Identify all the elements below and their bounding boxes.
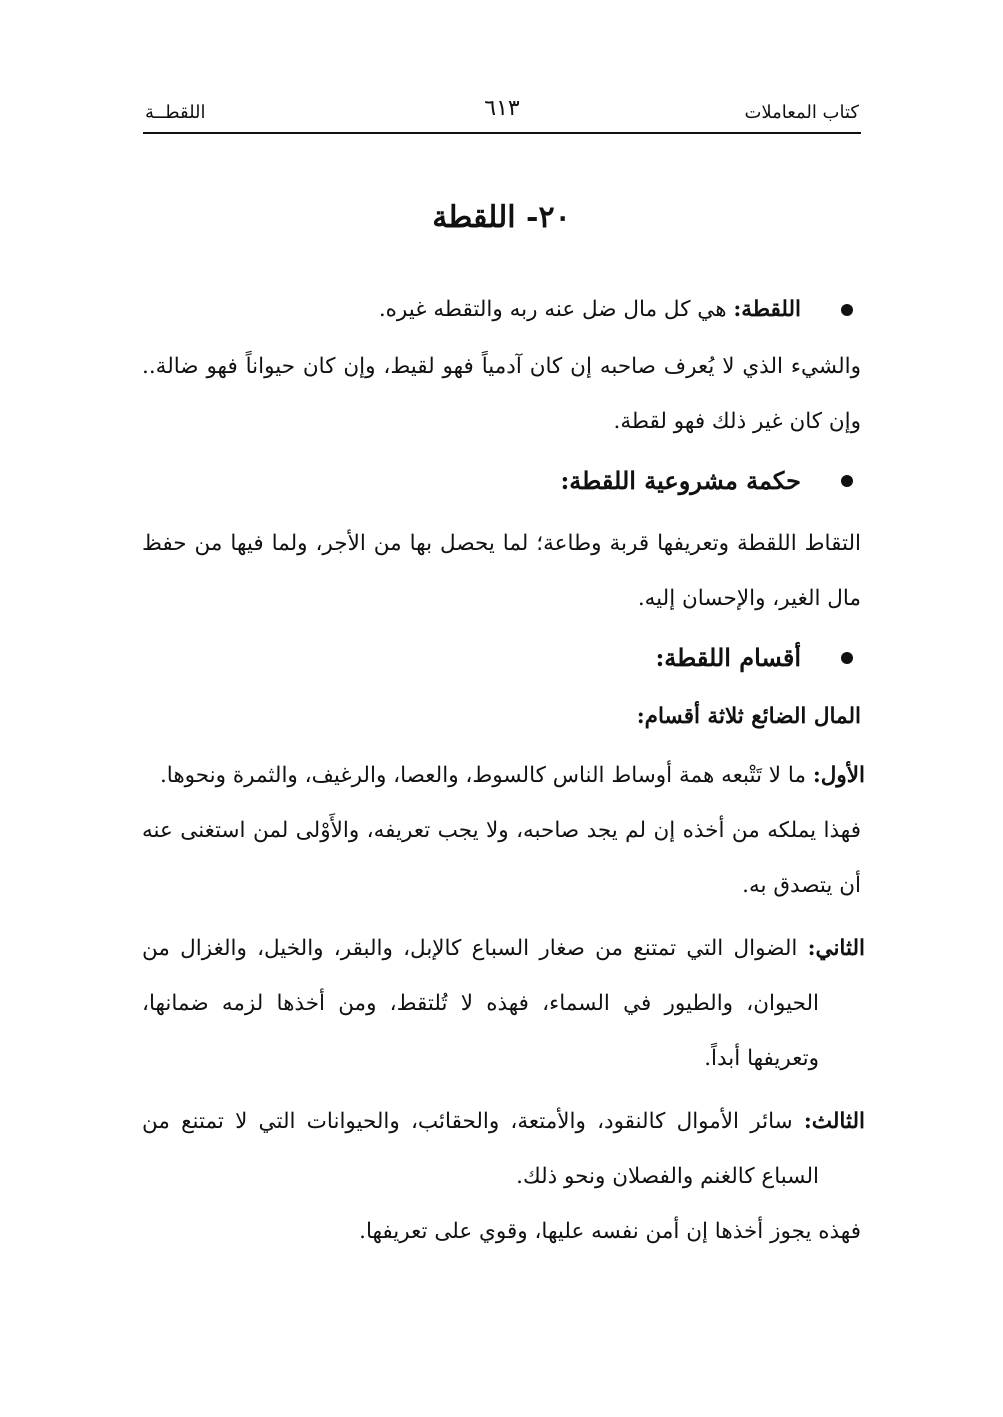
wisdom-heading (142, 453, 861, 508)
division-first-text: ما لا تَتْبعه همة أوساط الناس كالسوط، والعصا، والرغيف، والثمرة ونحوها. (159, 763, 813, 788)
bullet-icon (841, 475, 853, 487)
division-second-text: الضوال التي تمتنع من صغار السباع كالإبل، والبقر، والخيل، والغزال من الحيوان، والطيور في السماء، فهذه لا تُلتقط، ومن أخذها لزمه ضمانها، وتعريفها أبداً. (142, 936, 819, 1071)
division-first-label: الأول: (812, 763, 865, 788)
page-number: ٦١٣ (484, 96, 520, 121)
definition-term: اللقطة: (733, 297, 801, 322)
division-second (142, 921, 865, 1086)
division-third-ruling: فهذه يجوز أخذها إن أمن نفسه عليها، وقوي على تعريفها. (359, 1219, 861, 1244)
division-second-label: الثاني: (807, 936, 865, 961)
divisions-heading-text: أقسام اللقطة: (655, 643, 801, 672)
bullet-icon (841, 304, 853, 316)
division-third-text: سائر الأموال كالنقود، والأمتعة، والحقائب، والحيوانات التي لا تمتنع من السباع كالغنم والفصلان ونحو ذلك. (142, 1109, 819, 1189)
divisions-intro: المال الضائع ثلاثة أقسام: (636, 704, 861, 729)
page-body (142, 282, 865, 1259)
definition-paragraph (142, 282, 861, 337)
division-third-label: الثالث: (803, 1109, 865, 1134)
section-title: اللقطــة (145, 102, 206, 123)
division-first-ruling: فهذا يملكه من أخذه إن لم يجد صاحبه، ولا يجب تعريفه، والأَوْلى لمن استغنى عنه أن يتصدق به. (142, 818, 861, 898)
division-third (142, 1094, 865, 1204)
wisdom-heading-text: حكمة مشروعية اللقطة: (560, 466, 801, 495)
chapter-title: ٢٠- اللقطة (432, 200, 571, 235)
book-title: كتاب المعاملات (744, 102, 859, 123)
divisions-heading (142, 630, 861, 685)
wisdom-text: التقاط اللقطة وتعريفها قربة وطاعة؛ لما يحصل بها من الأجر، ولما فيها من حفظ مال الغير، والإحسان إليه. (142, 531, 861, 611)
definition-text: هي كل مال ضل عنه ربه والتقطه غيره. (378, 297, 734, 322)
division-first (142, 748, 865, 803)
definition-note: والشيء الذي لا يُعرف صاحبه إن كان آدمياً فهو لقيط، وإن كان حيواناً فهو ضالة.. وإن كان غير ذلك فهو لقطة. (142, 354, 861, 434)
running-header (143, 94, 861, 134)
bullet-icon (841, 652, 853, 664)
